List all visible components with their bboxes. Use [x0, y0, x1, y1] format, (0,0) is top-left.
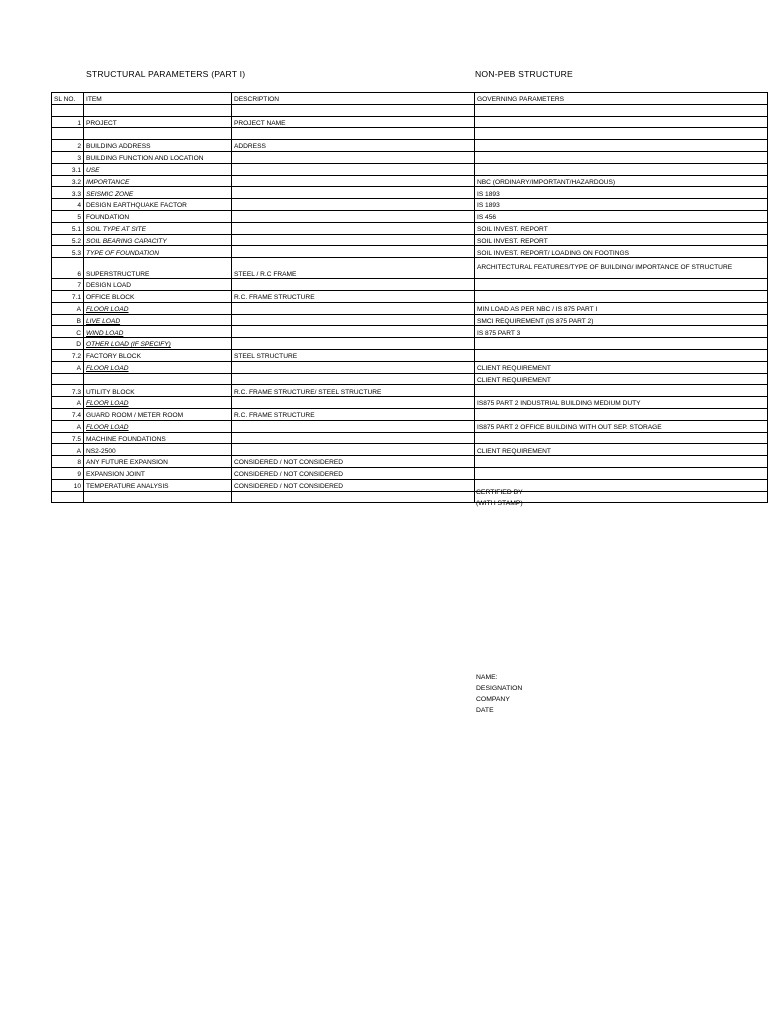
sl-no-cell: 8: [52, 456, 84, 468]
item-cell: BUILDING FUNCTION AND LOCATION: [84, 151, 232, 163]
sl-no-cell: B: [52, 314, 84, 326]
governing-parameter-cell: [475, 279, 768, 291]
item-cell: SOIL TYPE AT SITE: [84, 222, 232, 234]
company-label: COMPANY: [476, 696, 510, 703]
description-cell: [232, 151, 475, 163]
description-cell: [232, 104, 475, 116]
table-row: [52, 128, 768, 140]
table-row: [52, 349, 768, 361]
table-row: [52, 338, 768, 350]
table-row: [52, 397, 768, 409]
governing-parameter-cell: [475, 151, 768, 163]
governing-parameter-cell: IS 1893: [475, 199, 768, 211]
governing-parameter-cell: [475, 104, 768, 116]
item-cell: FLOOR LOAD: [84, 302, 232, 314]
governing-parameter-cell: SMCI REQUIREMENT (IS 875 PART 2): [475, 314, 768, 326]
table-row: [52, 234, 768, 246]
sl-no-cell: A: [52, 361, 84, 373]
description-cell: CONSIDERED / NOT CONSIDERED: [232, 467, 475, 479]
table-row: [52, 420, 768, 432]
column-header-sl-no: SL NO.: [52, 93, 84, 105]
governing-parameter-cell: [475, 349, 768, 361]
description-cell: [232, 444, 475, 456]
sl-no-cell: 7.3: [52, 385, 84, 397]
sl-no-cell: A: [52, 397, 84, 409]
sl-no-cell: A: [52, 302, 84, 314]
governing-parameter-cell: [475, 467, 768, 479]
governing-parameter-cell: IS 1893: [475, 187, 768, 199]
item-cell: BUILDING ADDRESS: [84, 140, 232, 152]
table-row: [52, 222, 768, 234]
sl-no-cell: 5.3: [52, 246, 84, 258]
governing-parameter-cell: [475, 140, 768, 152]
sl-no-cell: 7.2: [52, 349, 84, 361]
governing-parameter-cell: [475, 456, 768, 468]
column-header-governing-parameters: GOVERNING PARAMETERS: [475, 93, 768, 105]
sl-no-cell: 5.2: [52, 234, 84, 246]
description-cell: [232, 175, 475, 187]
governing-parameter-cell: MIN LOAD AS PER NBC / IS 875 PART I: [475, 302, 768, 314]
item-cell: EXPANSION JOINT: [84, 467, 232, 479]
designation-label: DESIGNATION: [476, 685, 523, 692]
governing-parameter-cell: IS875 PART 2 INDUSTRIAL BUILDING MEDIUM DUTY: [475, 397, 768, 409]
table-row: [52, 444, 768, 456]
table-row: [52, 361, 768, 373]
table-row: [52, 187, 768, 199]
description-cell: [232, 199, 475, 211]
item-cell: [84, 104, 232, 116]
item-cell: FLOOR LOAD: [84, 420, 232, 432]
governing-parameter-cell: [475, 290, 768, 302]
item-cell: [84, 128, 232, 140]
item-cell: DESIGN EARTHQUAKE FACTOR: [84, 199, 232, 211]
sl-no-cell: [52, 373, 84, 385]
sl-no-cell: 5.1: [52, 222, 84, 234]
item-cell: TYPE OF FOUNDATION: [84, 246, 232, 258]
item-cell: FLOOR LOAD: [84, 397, 232, 409]
description-cell: [232, 210, 475, 222]
description-cell: [232, 373, 475, 385]
governing-parameter-cell: IS 875 PART 3: [475, 326, 768, 338]
table-header-row: [52, 93, 768, 105]
governing-parameter-cell: SOIL INVEST. REPORT: [475, 222, 768, 234]
structure-type-title: NON-PEB STRUCTURE: [475, 69, 573, 79]
date-label: DATE: [476, 707, 494, 714]
governing-parameter-cell: [475, 408, 768, 420]
item-cell: USE: [84, 163, 232, 175]
item-cell: LIVE LOAD: [84, 314, 232, 326]
sl-no-cell: A: [52, 420, 84, 432]
item-cell: [84, 491, 232, 503]
governing-parameter-cell: CLIENT REQUIREMENT: [475, 361, 768, 373]
item-cell: FACTORY BLOCK: [84, 349, 232, 361]
governing-parameter-cell: [475, 116, 768, 128]
column-header-description: DESCRIPTION: [232, 93, 475, 105]
table-row: [52, 140, 768, 152]
sl-no-cell: 3: [52, 151, 84, 163]
item-cell: ANY FUTURE EXPANSION: [84, 456, 232, 468]
table-row: [52, 314, 768, 326]
description-cell: [232, 361, 475, 373]
item-cell: GUARD ROOM / METER ROOM: [84, 408, 232, 420]
table-row: [52, 210, 768, 222]
sl-no-cell: 3.3: [52, 187, 84, 199]
sl-no-cell: 10: [52, 479, 84, 491]
sl-no-cell: 7: [52, 279, 84, 291]
description-cell: [232, 338, 475, 350]
item-cell: [84, 373, 232, 385]
governing-parameter-cell: CLIENT REQUIREMENT: [475, 373, 768, 385]
item-cell: IMPORTANCE: [84, 175, 232, 187]
governing-parameter-cell: SOIL INVEST. REPORT/ LOADING ON FOOTINGS: [475, 246, 768, 258]
table-row: [52, 116, 768, 128]
governing-parameter-cell: ARCHITECTURAL FEATURES/TYPE OF BUILDING/ IMPORTANCE OF STRUCTURE: [475, 258, 768, 279]
description-cell: R.C. FRAME STRUCTURE: [232, 408, 475, 420]
description-cell: STEEL STRUCTURE: [232, 349, 475, 361]
table-row: [52, 408, 768, 420]
description-cell: CONSIDERED / NOT CONSIDERED: [232, 479, 475, 491]
description-cell: [232, 491, 475, 503]
table-row: [52, 258, 768, 279]
certified-by-label: CERTIFIED BY: [476, 489, 523, 496]
table-row: [52, 290, 768, 302]
governing-parameter-cell: IS875 PART 2 OFFICE BUILDING WITH OUT SEP. STORAGE: [475, 420, 768, 432]
item-cell: UTILITY BLOCK: [84, 385, 232, 397]
item-cell: FOUNDATION: [84, 210, 232, 222]
sl-no-cell: 9: [52, 467, 84, 479]
description-cell: [232, 397, 475, 409]
item-cell: MACHINE FOUNDATIONS: [84, 432, 232, 444]
description-cell: [232, 222, 475, 234]
table-row: [52, 491, 768, 503]
sl-no-cell: 7.1: [52, 290, 84, 302]
description-cell: [232, 234, 475, 246]
governing-parameter-cell: [475, 128, 768, 140]
sl-no-cell: 6: [52, 258, 84, 279]
table-row: [52, 279, 768, 291]
description-cell: [232, 420, 475, 432]
description-cell: STEEL / R.C FRAME: [232, 258, 475, 279]
description-cell: [232, 246, 475, 258]
item-cell: OTHER LOAD (IF SPECIFY): [84, 338, 232, 350]
item-cell: PROJECT: [84, 116, 232, 128]
sl-no-cell: [52, 104, 84, 116]
description-cell: [232, 314, 475, 326]
description-cell: CONSIDERED / NOT CONSIDERED: [232, 456, 475, 468]
description-cell: R.C. FRAME STRUCTURE/ STEEL STRUCTURE: [232, 385, 475, 397]
sl-no-cell: 3.2: [52, 175, 84, 187]
governing-parameter-cell: [475, 338, 768, 350]
sl-no-cell: 1: [52, 116, 84, 128]
sl-no-cell: [52, 491, 84, 503]
table-row: [52, 385, 768, 397]
table-row: [52, 432, 768, 444]
description-cell: [232, 279, 475, 291]
description-cell: [232, 432, 475, 444]
description-cell: [232, 163, 475, 175]
column-header-item: ITEM: [84, 93, 232, 105]
sl-no-cell: C: [52, 326, 84, 338]
page-title: STRUCTURAL PARAMETERS (PART I): [86, 69, 246, 79]
sl-no-cell: 5: [52, 210, 84, 222]
item-cell: FLOOR LOAD: [84, 361, 232, 373]
table-row: [52, 104, 768, 116]
item-cell: NS2-2500: [84, 444, 232, 456]
table-row: [52, 467, 768, 479]
table-row: [52, 199, 768, 211]
sl-no-cell: 3.1: [52, 163, 84, 175]
governing-parameter-cell: NBC (ORDINARY/IMPORTANT/HAZARDOUS): [475, 175, 768, 187]
sl-no-cell: 7.5: [52, 432, 84, 444]
item-cell: SEISMIC ZONE: [84, 187, 232, 199]
description-cell: [232, 187, 475, 199]
sl-no-cell: [52, 128, 84, 140]
item-cell: TEMPERATURE ANALYSIS: [84, 479, 232, 491]
sl-no-cell: D: [52, 338, 84, 350]
sl-no-cell: 2: [52, 140, 84, 152]
table-row: [52, 326, 768, 338]
description-cell: ADDRESS: [232, 140, 475, 152]
sl-no-cell: 7.4: [52, 408, 84, 420]
item-cell: WIND LOAD: [84, 326, 232, 338]
table-row: [52, 456, 768, 468]
governing-parameter-cell: IS 456: [475, 210, 768, 222]
table-row: [52, 302, 768, 314]
table-row: [52, 163, 768, 175]
item-cell: OFFICE BLOCK: [84, 290, 232, 302]
description-cell: [232, 302, 475, 314]
governing-parameter-cell: [475, 163, 768, 175]
table-row: [52, 246, 768, 258]
governing-parameter-cell: [475, 385, 768, 397]
item-cell: SUPERSTRUCTURE: [84, 258, 232, 279]
table-row: [52, 479, 768, 491]
governing-parameter-cell: [475, 432, 768, 444]
name-label: NAME:: [476, 674, 498, 681]
table-row: [52, 151, 768, 163]
description-cell: R.C. FRAME STRUCTURE: [232, 290, 475, 302]
sl-no-cell: A: [52, 444, 84, 456]
table-row: [52, 175, 768, 187]
governing-parameter-cell: CLIENT REQUIREMENT: [475, 444, 768, 456]
with-stamp-label: (WITH STAMP): [476, 500, 523, 507]
description-cell: PROJECT NAME: [232, 116, 475, 128]
parameters-table: [51, 92, 768, 503]
description-cell: [232, 326, 475, 338]
item-cell: SOIL BEARING CAPACITY: [84, 234, 232, 246]
item-cell: DESIGN LOAD: [84, 279, 232, 291]
table-row: [52, 373, 768, 385]
sl-no-cell: 4: [52, 199, 84, 211]
description-cell: [232, 128, 475, 140]
governing-parameter-cell: SOIL INVEST. REPORT: [475, 234, 768, 246]
